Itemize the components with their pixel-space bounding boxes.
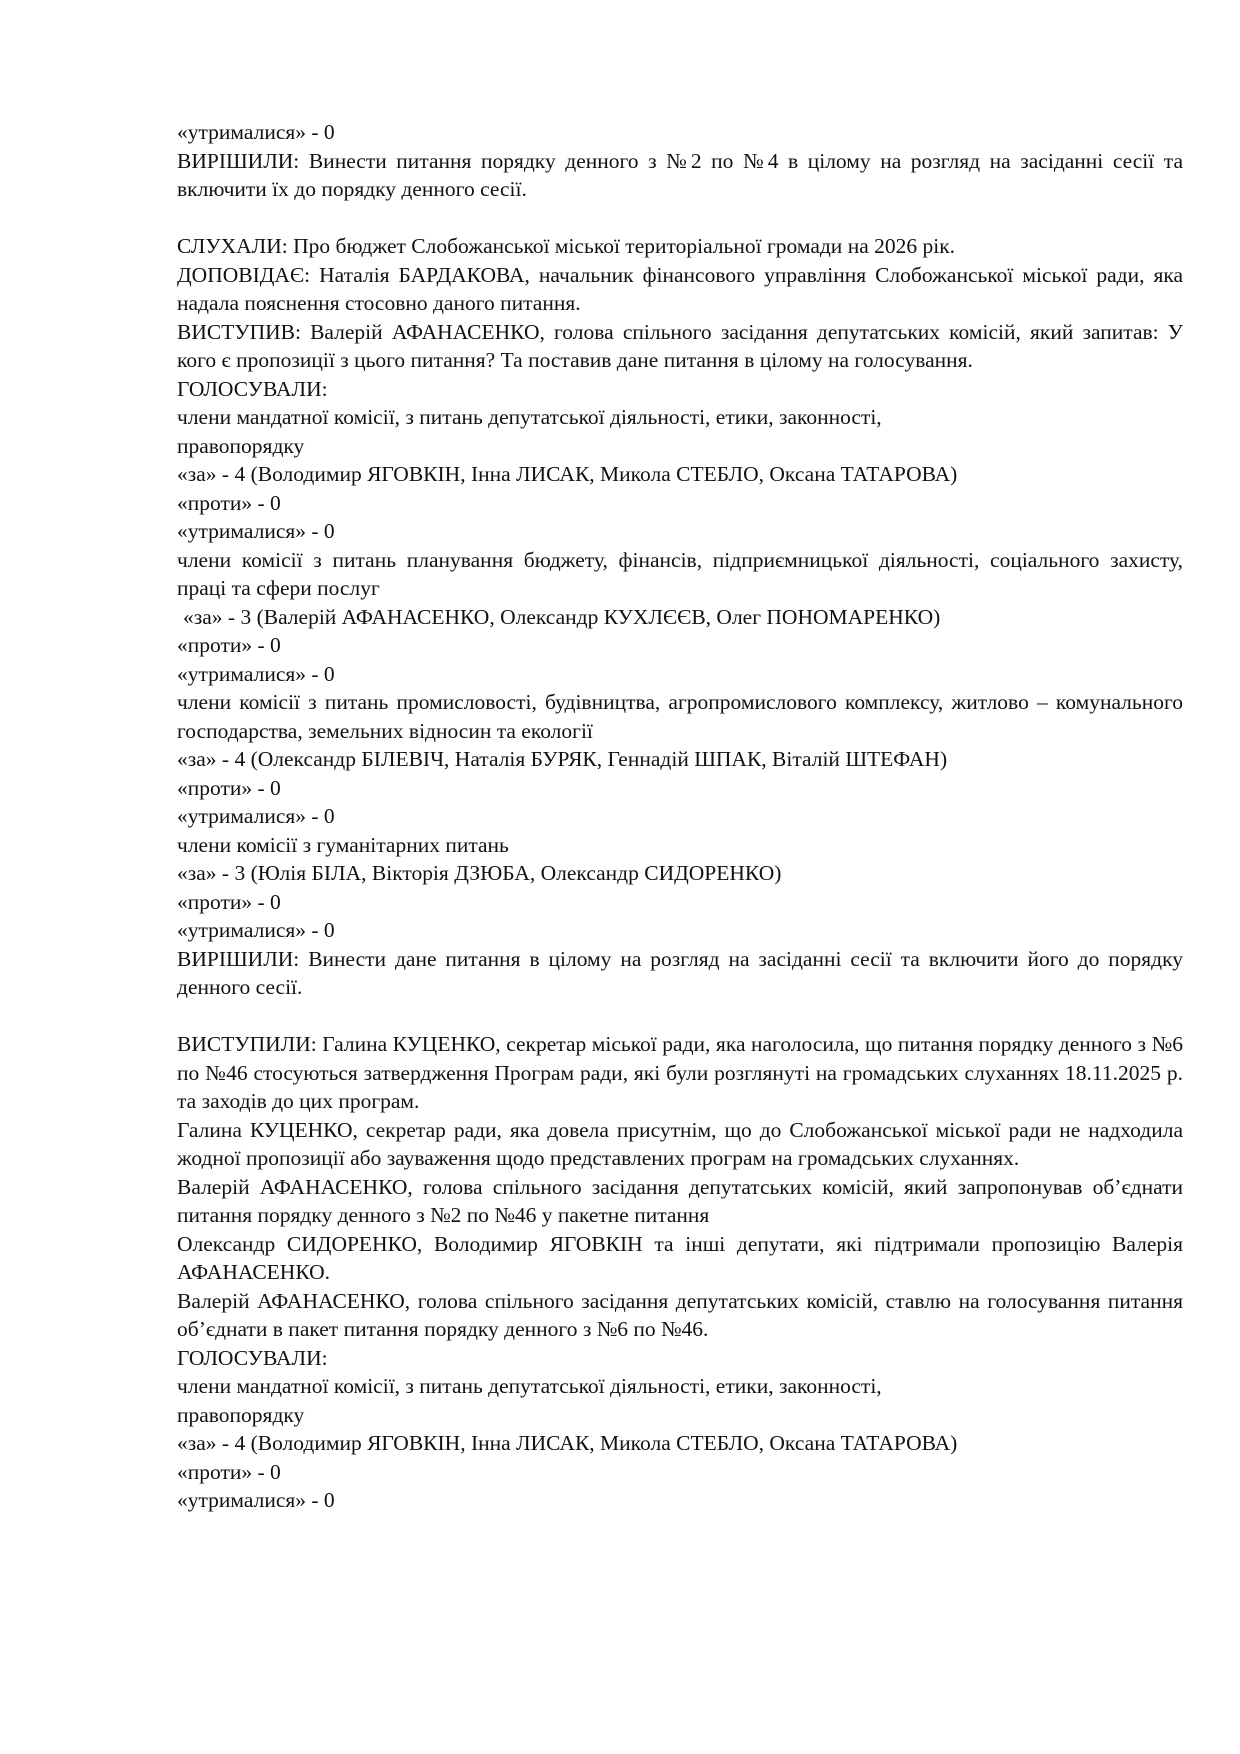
vote-abstained: «утрималися» - 0 bbox=[177, 661, 335, 686]
committee-name: члени мандатної комісії, з питань депутатської діяльності, етики, законності, bbox=[177, 405, 882, 429]
committee-name: члени мандатної комісії, з питань депутатської діяльності, етики, законності, bbox=[177, 1374, 882, 1398]
committee-name: члени комісії з питань промисловості, будівництва, агропромислового комплексу, житлово – комунального господарства, земельних відносин та екології bbox=[177, 690, 1183, 743]
vote-against: «проти» - 0 bbox=[177, 633, 281, 657]
motion-paragraph: Валерій АФАНАСЕНКО, голова спільного засідання депутатських комісій, ставлю на голосування питання об’єднати в пакет питання порядку денного з №6 по №46. bbox=[177, 1288, 1183, 1341]
vote-against: «проти» - 0 bbox=[177, 775, 281, 800]
voted-heading: ГОЛОСУВАЛИ: bbox=[177, 1345, 328, 1370]
statement-paragraph: Галина КУЦЕНКО, секретар ради, яка довела присутнім, що до Слобожанської міської ради не надходила жодної пропозиції або зауваження щодо представлених програм на громадських слуханнях. bbox=[177, 1117, 1183, 1170]
committee-name-continued: правопорядку bbox=[177, 1402, 305, 1427]
speakers-paragraph: ВИСТУПИЛИ: Галина КУЦЕНКО, секретар міської ради, яка наголосила, що питання порядку денного з №6 по №46 стосуються затвердження Програм ради, які були розглянуті на громадських слуханнях 18.11.2025 р. та заходів до цих програм. bbox=[177, 1032, 1183, 1113]
support-paragraph: Олександр СИДОРЕНКО, Володимир ЯГОВКІН та інші депутати, які підтримали пропозицію Валерія АФАНАСЕНКО. bbox=[177, 1231, 1183, 1284]
committee-name-continued: правопорядку bbox=[177, 433, 305, 458]
committee-name: члени комісії з гуманітарних питань bbox=[177, 832, 509, 857]
vote-for: «за» - 3 (Юлія БІЛА, Вікторія ДЗЮБА, Олександр СИДОРЕНКО) bbox=[177, 861, 782, 885]
vote-against: «проти» - 0 bbox=[177, 490, 281, 515]
vote-abstained: «утрималися» - 0 bbox=[177, 804, 335, 828]
reporter-paragraph: ДОПОВІДАЄ: Наталія БАРДАКОВА, начальник фінансового управління Слобожанської міської ради, яка надала пояснення стосовно даного питання. bbox=[177, 262, 1183, 315]
vote-abstained: «утрималися» - 0 bbox=[177, 519, 335, 543]
paragraph-gap bbox=[177, 1002, 1183, 1031]
heard-paragraph: СЛУХАЛИ: Про бюджет Слобожанської міської територіальної громади на 2026 рік. bbox=[177, 234, 956, 258]
vote-abstained: «утрималися» - 0 bbox=[177, 1488, 335, 1512]
vote-for: «за» - 4 (Володимир ЯГОВКІН, Інна ЛИСАК, Микола СТЕБЛО, Оксана ТАТАРОВА) bbox=[177, 462, 958, 486]
paragraph-gap bbox=[177, 204, 1183, 233]
document-page bbox=[177, 118, 1183, 1515]
proposal-paragraph: Валерій АФАНАСЕНКО, голова спільного засідання депутатських комісій, який запропонував об’єднати питання порядку денного з №2 по №46 у пакетне питання bbox=[177, 1174, 1183, 1227]
vote-for: «за» - 4 (Олександр БІЛЕВІЧ, Наталія БУРЯК, Геннадій ШПАК, Віталій ШТЕФАН) bbox=[177, 747, 948, 771]
decision-paragraph: ВИРІШИЛИ: Винести питання порядку денного з №2 по №4 в цілому на розгляд на засіданні сесії та включити їх до порядку денного сесії. bbox=[177, 148, 1183, 201]
vote-against: «проти» - 0 bbox=[177, 1459, 281, 1484]
voted-heading: ГОЛОСУВАЛИ: bbox=[177, 376, 328, 401]
committee-name: члени комісії з питань планування бюджету, фінансів, підприємницької діяльності, соціального захисту, праці та сфери послуг bbox=[177, 547, 1183, 600]
vote-for: «за» - 3 (Валерій АФАНАСЕНКО, Олександр КУХЛЄЄВ, Олег ПОНОМАРЕНКО) bbox=[183, 604, 941, 629]
vote-abstained: «утрималися» - 0 bbox=[177, 918, 335, 942]
vote-abstained: «утрималися» - 0 bbox=[177, 120, 335, 144]
vote-against: «проти» - 0 bbox=[177, 889, 281, 914]
decision-paragraph: ВИРІШИЛИ: Винести дане питання в цілому на розгляд на засіданні сесії та включити його до порядку денного сесії. bbox=[177, 946, 1183, 999]
vote-for: «за» - 4 (Володимир ЯГОВКІН, Інна ЛИСАК, Микола СТЕБЛО, Оксана ТАТАРОВА) bbox=[177, 1431, 958, 1455]
speaker-paragraph: ВИСТУПИВ: Валерій АФАНАСЕНКО, голова спільного засідання депутатських комісій, який запитав: У кого є пропозиції з цього питання? Та поставив дане питання в цілому на голосування. bbox=[177, 319, 1183, 372]
